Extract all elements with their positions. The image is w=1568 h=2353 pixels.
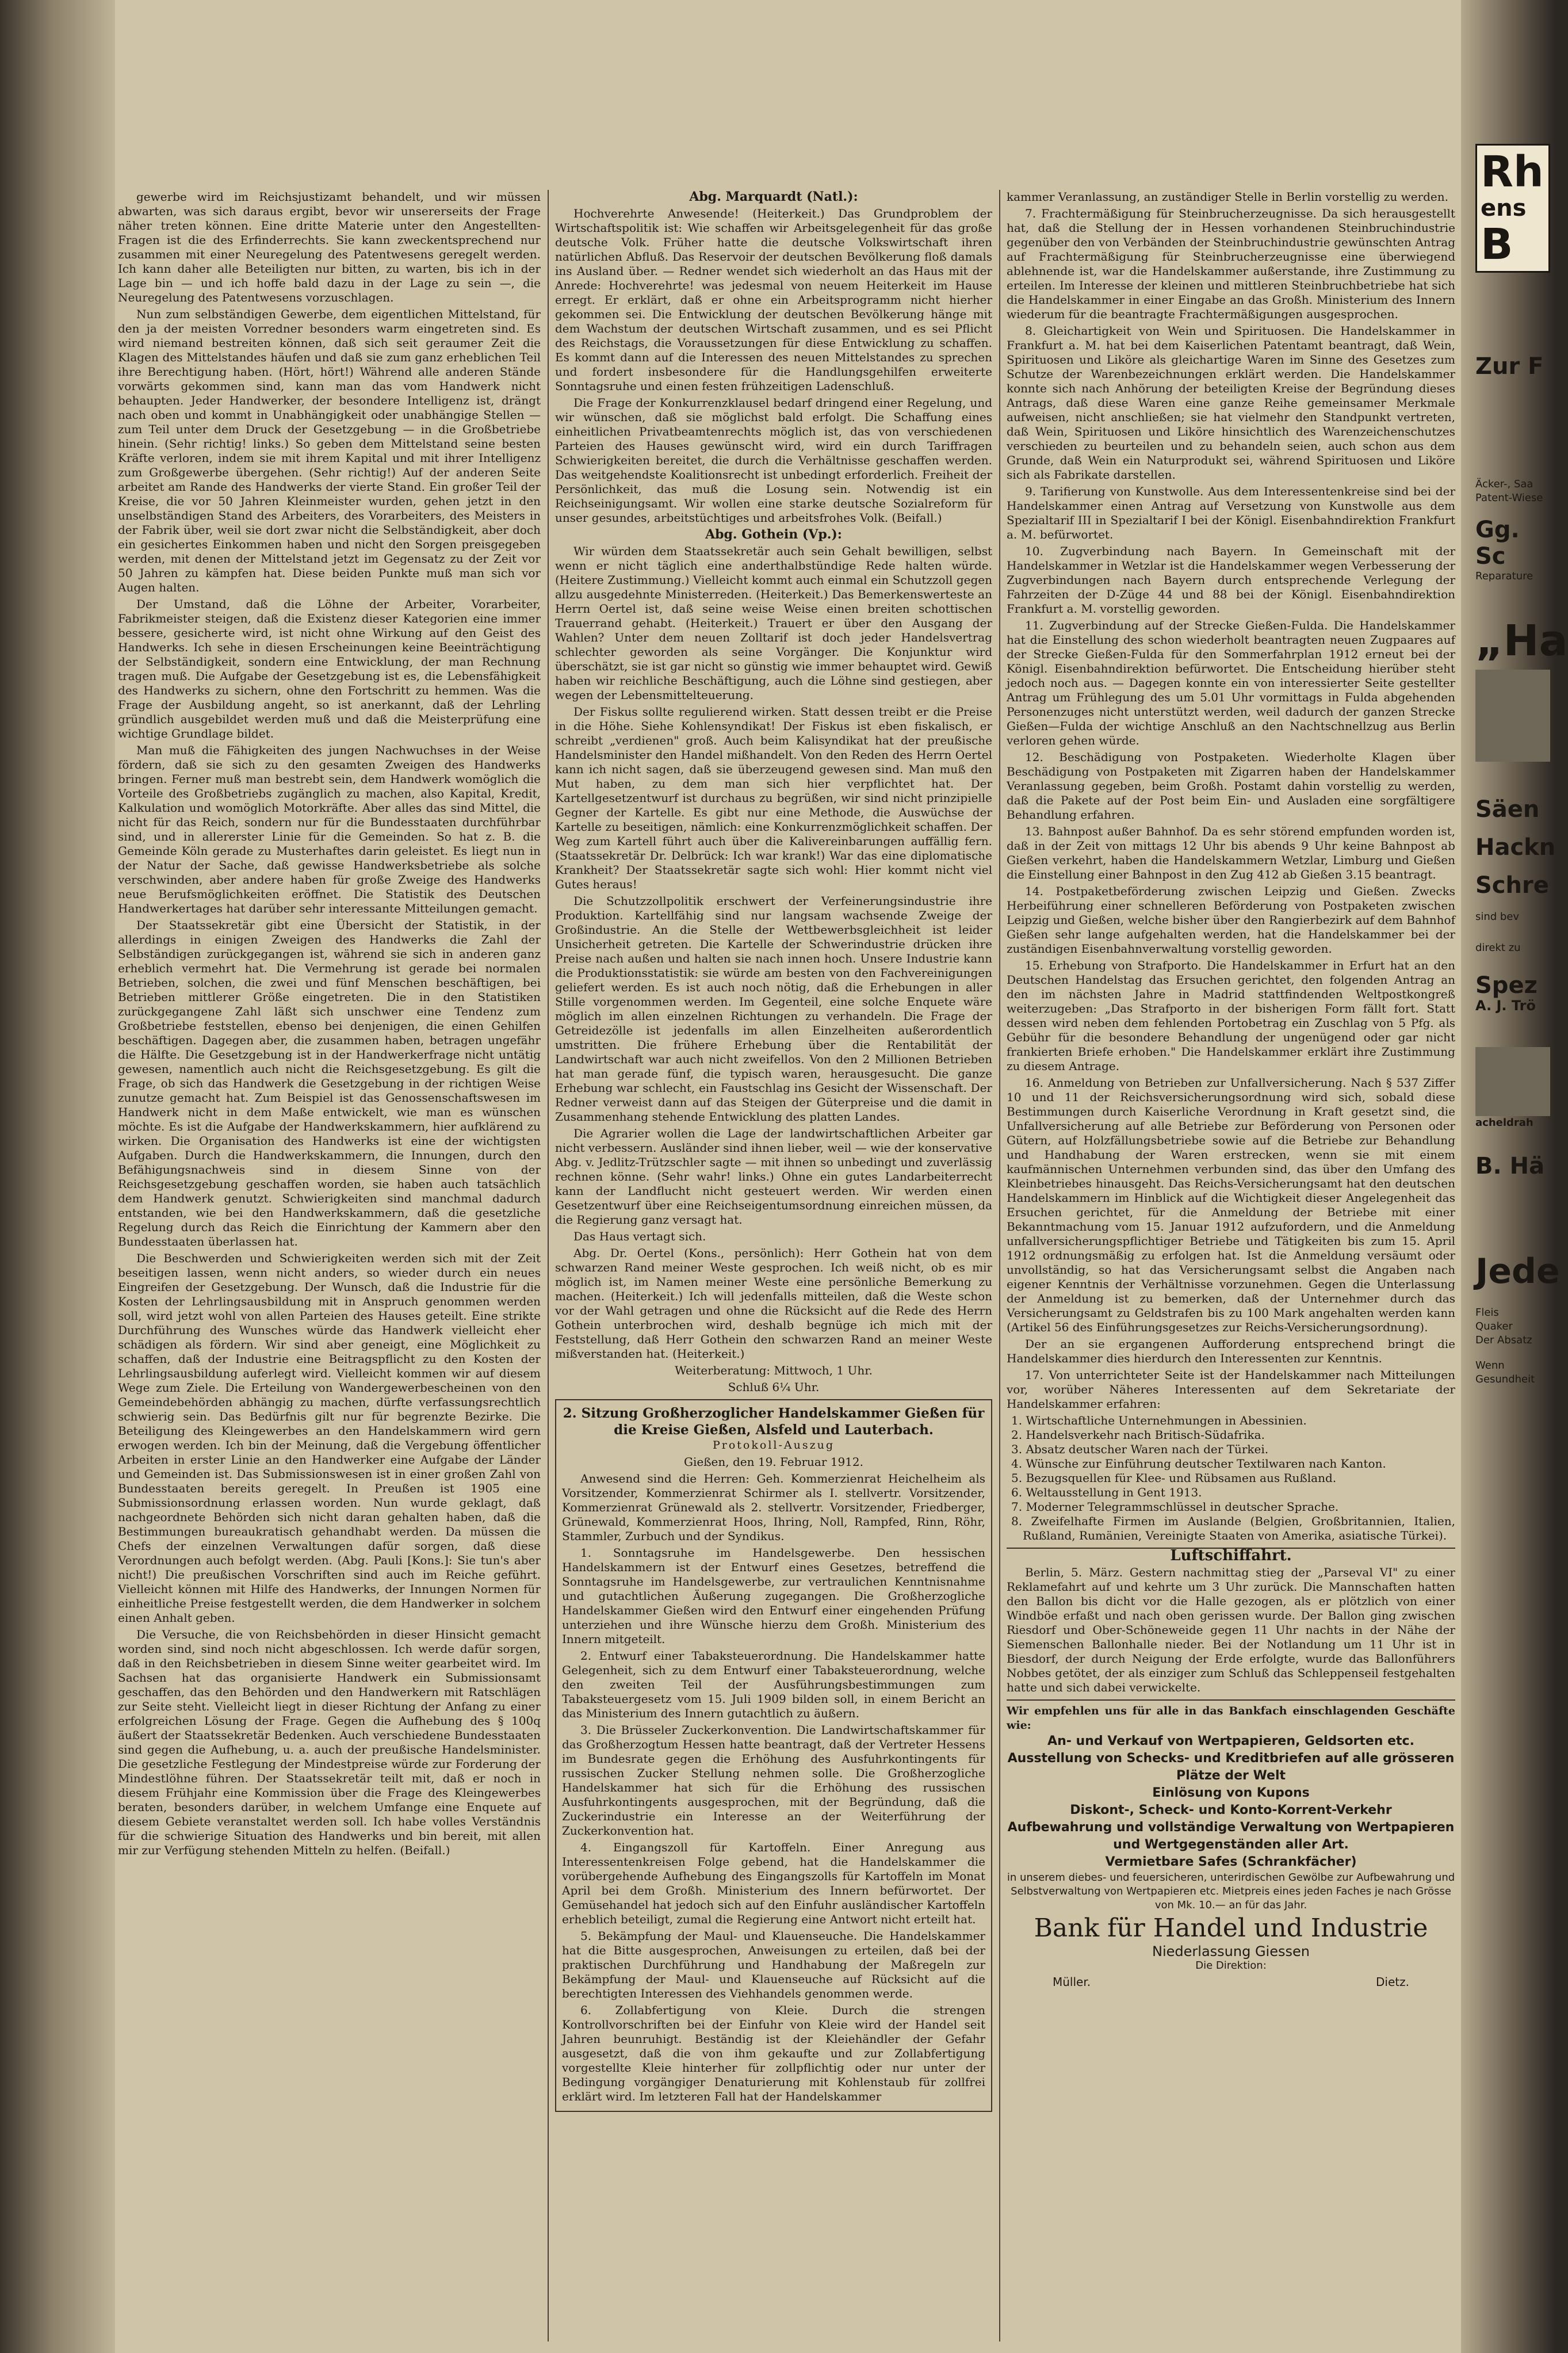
protocol-paragraph: 3. Die Brüsseler Zuckerkonvention. Die Landwirtschaftskammer für das Großherzogtum Hessen hatte beantragt, daß der Vertreter Hessens im Bundesrate gegen die Erhöhung des Ausfuhrkontingents für russischen Zucker Stellung nehmen solle. Die Großherzogliche Handelskammer hat sich für die Erhöhung des russischen Ausfuhrkontingents ausgesprochen, mit der Begründung, daß die Zuckerindustrie ein Interesse an der Weiterführung der Zuckerkonvention hat. [562, 1723, 985, 1838]
ad-service: Ausstellung von Schecks- und Kreditbriefen auf alle grösseren Plätze der Welt [1007, 1751, 1455, 1783]
protocol-paragraph: 1. Sonntagsruhe im Handelsgewerbe. Den hessischen Handelskammern ist der Entwurf eines Gesetzes, betreffend die Sonntagsruhe im Handelsgewerbe, zur vertraulichen Kenntnisnahme und gutachtlichen Äußerung zugegangen. Die Großherzogliche Handelskammer Gießen wird den Entwurf einer eingehenden Prüfung unterziehen und ihre Wünsche hierzu dem Großh. Ministerium des Innern mitgeteilt. [562, 1546, 985, 1646]
col1-paragraph: Nun zum selbständigen Gewerbe, dem eigentlichen Mittelstand, für den ja der meisten Vorredner besonders warm eingetreten sind. Es wird niemand bestreiten können, daß sich seit geraumer Zeit die Klagen des Mittelstandes häufen und daß sie zum ganz erheblichen Teil ihre Berechtigung haben. (Hört, hört!) Während alle anderen Stände vorwärts gekommen sind, kann man das vom Handwerk nicht behaupten. Jeder Handwerker, der besondere Intelligenz ist, drängt nach oben und kommt in Unabhängigkeit oder unabhängige Stellen — zum Teil unter dem Druck der Gesetzgebung — in die Großbetriebe hinein. (Sehr richtig! links.) So geben dem Mittelstand seine besten Kräfte verloren, indem sie mit ihrem Kapital und mit ihrer Intelligenz zum Großgewerbe übergehen. (Sehr richtig!) Auf der anderen Seite arbeitet am Rande des Handwerks der vierte Stand. Ein großer Teil der Kreise, die vor 50 Jahren Kleinmeister wurden, gehen jetzt in den unselbständigen Stand des Arbeiters, des Vorarbeiters, des Meisters in der Fabrik über, weil sie dort zwar nicht die Selbständigkeit, aber doch ein gesichertes Einkommen haben und nicht den Sorgen preisgegeben werden, mit denen der Mittelstand jetzt im Gegensatz zu der Zeit vor 50 Jahren zu kämpfen hat. Diese beiden Punkte muß man sich vor Augen halten. [118, 307, 541, 594]
speaker-heading: Abg. Marquardt (Natl.): [689, 189, 858, 204]
fragment-text: Quaker [1475, 1320, 1513, 1332]
fragment-text: Gg. Sc [1475, 517, 1520, 570]
info-list-item: 3. Absatz deutscher Waren nach der Türkei. [1011, 1442, 1269, 1456]
fragment-text: Äcker-, Saa [1475, 478, 1533, 490]
col3-top-fragment: kammer Veranlassung, an zuständiger Stelle in Berlin vorstellig zu werden. [1007, 190, 1448, 204]
col3-item: 14. Postpaketbeförderung zwischen Leipzig und Gießen. Zwecks Herbeiführung einer schnelleren Beförderung von Postpaketen zwischen Leipzig und Gießen, welche bisher über den Rangierbezirk auf dem Bahnhof Gießen sehr lange aufgehalten werden, hat die Handelskammer bei der zuständigen Eisenbahnverwaltung vorstellig geworden. [1007, 884, 1455, 956]
protocol-label: Protokoll-Auszug [712, 1439, 835, 1451]
info-list-item: 4. Wünsche zur Einführung deutscher Textilwaren nach Kanton. [1011, 1457, 1386, 1470]
col1-paragraph: gewerbe wird im Reichsjustizamt behandelt, und wir müssen abwarten, was sich daraus ergibt, bevor wir unsererseits der Frage näher treten können. Eine dritte Materie unter den Angestellten-Fragen ist die des Erfinderrechts. Sie kann zweckentsprechend nur zusammen mit einer Neuregelung des Patentwesens geregelt werden. Ich kann daher alle Beteiligten nur bitten, zu warten, bis ich in der Lage bin — und ich hoffe bald dazu in der Lage zu sein —, die Neuregelung des Patentwesens vorzuschlagen. [118, 190, 541, 304]
chamber-session-title: 2. Sitzung Großherzoglicher Handelskammer Gießen für die Kreise Gießen, Alsfeld und Lauterbach. [563, 1405, 985, 1438]
chamber-session-box [555, 1399, 992, 2112]
col1-paragraph: Der Umstand, daß die Löhne der Arbeiter, Vorarbeiter, Fabrikmeister steigen, daß die Existenz dieser Kategorien eine immer bessere, gesicherte wird, ist nicht ohne Wirkung auf den Geist des Handwerks. Ich sehe in diesen Erscheinungen keine Beeinträchtigung der Selbständigkeit, sondern eine Entwicklung, der man Rechnung tragen muß. Die Aufgabe der Gesetzgebung ist es, die Lebensfähigkeit des Handwerks zu sichern, ohne den Fortschritt zu hemmen. Was die Frage der Ausbildung angeht, so ist anerkannt, daß der Lehrling gründlich ausgebildet werden muß und daß die Meisterprüfung eine wichtige Grundlage bildet. [118, 597, 541, 740]
bank-branch: Niederlassung Giessen [1152, 1943, 1310, 1959]
fragment-text: Jede [1475, 1251, 1560, 1292]
info-list-item: 8. Zweifelhafte Firmen im Auslande (Belgien, Großbritannien, Italien, Rußland, Rumänien, Vereinigte Staaten von Amerika, asiatische Türkei). [1011, 1514, 1455, 1542]
fragment-text: Gesundheit [1475, 1373, 1535, 1385]
fragment-text: ens [1481, 195, 1527, 221]
signature-mueller: Müller. [1053, 1975, 1091, 1989]
fragment-text: direkt zu [1475, 942, 1521, 954]
protocol-paragraph: 6. Zollabfertigung von Kleie. Durch die strengen Kontrollvorschriften bei der Einfuhr von Kleie wird der Handel seit Jahren beunruhigt. Beständig ist der Kleiehändler der Gefahr ausgesetzt, daß die von ihm gekaufte und zur Zollabfertigung vorgestellte Kleie hinterher für zollpflichtig oder nur unter der Bedingung vorgängiger Denaturierung mit Kohlenstaub für zollfrei erklärt wird. Im letzteren Fall hat der Handelskammer [562, 2003, 985, 2103]
next-session: Weiterberatung: Mittwoch, 1 Uhr. [675, 1363, 873, 1377]
fragment-text: Der Absatz [1475, 1334, 1532, 1346]
column-rule [548, 190, 549, 2341]
col1-paragraph: Man muß die Fähigkeiten des jungen Nachwuchses in der Weise fördern, daß sie sich zu den gesamten Zweigen des Handwerks bringen. Ferner muß man bestrebt sein, dem Handwerk womöglich die Vorteile des Großbetriebs zugänglich zu machen, also Kapital, Kredit, Kalkulation und womöglich Motorkräfte. Aber alles das sind Mittel, die nicht für das Reich, sondern nur für die Bundesstaaten durchführbar sind, und in allererster Linie für die Gemeinden. So hat z. B. die Gemeinde Köln gerade zu Musterhaftes darin geleistet. Es liegt nun in der Natur der Sache, daß gewisse Handwerksbetriebe als solche verschwinden, aber andere haben für große Zweige des Handwerks neue Berufsmöglichkeiten eröffnet. Die Statistik des Deutschen Handwerkertages hat darüber sehr interessante Mitteilungen gemacht. [118, 743, 541, 915]
col3-item: 10. Zugverbindung nach Bayern. In Gemeinschaft mit der Handelskammer in Wetzlar ist die Handelskammer wegen Verbesserung der Zugverbindungen nach Bayern durch entsprechende Verlegung der Fahrzeiten der D-Züge 44 und 88 bei der Königl. Eisenbahndirektion Frankfurt a. M. vorstellig geworden. [1007, 544, 1455, 616]
info-list-item: 1. Wirtschaftliche Unternehmungen in Abessinien. [1011, 1414, 1307, 1427]
col1-paragraph: Der Staatssekretär gibt eine Übersicht der Statistik, in der allerdings in einigen Zweigen des Handwerks die Zahl der Selbständigen zurückgegangen ist, während sie sich in anderen ganz erheblich vermehrt hat. Die Vermehrung ist gerade bei normalen Betrieben, solchen, die zwei und fünf Menschen beschäftigen, bei Betrieben mittlerer Größe eingetreten. Die in den Statistiken zurückgegangene Zahl läßt sich unschwer eine Tendenz zum Großbetriebe feststellen, ebenso bei denjenigen, die einen Gehilfen beschäftigen. Dagegen aber, die zusammen haben, betragen ungefähr die Hälfte. Die Gesetzgebung ist in der Handwerkerfrage nicht untätig gewesen, namentlich auch nicht die Reichsgesetzgebung. Es gilt die Frage, ob sich das Handwerk die Gesetzgebung in der richtigen Weise zunutze gemacht hat. Zum Beispiel ist das Genossenschaftswesen im Handwerk nicht in dem Maße entwickelt, wie man es wünschen möchte. Es ist die Aufgabe der Handwerkskammern, hier aufklärend zu wirken. Die Organisation des Handwerks ist eine der wichtigsten Aufgaben. Durch die Handwerkskammern, die Innungen, durch den Befähigungsnachweis sind in diesem Sinne von der Reichsgesetzgebung geschaffen worden, sie haben auch tatsächlich dem Handwerk genutzt. Schwierigkeiten sind manchmal dadurch entstanden, wie bei den Handwerkskammern, daß die gesetzliche Regelung durch das Reich die Einrichtung der Kammern aber den Bundesstaaten überlassen hat. [118, 918, 541, 1248]
bank-name: Bank für Handel und Industrie [1034, 1913, 1428, 1943]
bank-advertisement [1007, 1699, 1455, 1992]
column-rule [999, 190, 1000, 2341]
col3-item: 13. Bahnpost außer Bahnhof. Da es sehr störend empfunden worden ist, daß in der Zeit von mittags 12 Uhr bis abends 9 Uhr keine Bahnpost ab Gießen verkehrt, haben die Handelskammern Wetzlar, Limburg und Gießen die Einstellung einer Bahnpost in den Zug 412 ab Gießen 3.15 beantragt. [1007, 824, 1455, 881]
ad-service: Vermietbare Safes (Schrankfächer) [1105, 1855, 1357, 1869]
airship-article: Berlin, 5. März. Gestern nachmittag stieg der „Parseval VI" zu einer Reklamefahrt auf und kehrte um 3 Uhr zurück. Die Mannschaften hatten den Ballon bis dicht vor die Halle gezogen, als er plötzlich von einer Windböe erfaßt und nach oben gerissen wurde. Der Ballon ging zwischen Riesdorf und Ober-Schöneweide gegen 11 Uhr nachts in der Nähe der Siemenschen Ballonhalle nieder. Bei der Notlandung um 11 Uhr ist in Biesdorf, der durch Neigung der Erde erfolgte, wurde das Ballonführers Nobbes getötet, der als einziger zum Schluß das Schleppenseil festgehalten hatte und sich dabei verwickelte. [1007, 1565, 1455, 1694]
ad-lead: Wir empfehlen uns für alle in das Bankfach einschlagenden Geschäfte wie: [1007, 1705, 1455, 1732]
col2-paragraph: Wir würden dem Staatssekretär auch sein Gehalt bewilligen, selbst wenn er nicht täglich eine anderthalbstündige Rede halten würde. (Heitere Zustimmung.) Vielleicht kommt auch einmal ein Schutzzoll gegen allzu ausgedehnte Ministerreden. (Heiterkeit.) Das Bemerkenswerteste an Herrn Oertel ist, daß seine weise Weise einen breiten schottischen Trauerrand gehabt. (Heiterkeit.) Trauert er über den Ausgang der Wahlen? Unter dem neuen Zolltarif ist doch jeder Handelsvertrag schlechter geworden als seine Vorgänger. Die Konjunktur wird überschätzt, sie ist gar nicht so günstig wie immer behauptet wird. Gewiß haben wir reichliche Beschäftigung, auch die Löhne sind gestiegen, aber wegen der Lebensmittelteuerung. [555, 544, 992, 702]
col2-paragraph: Das Haus vertagt sich. [573, 1229, 706, 1243]
bank-signatures [1007, 1973, 1455, 1992]
fragment-text: A. J. Trö [1475, 998, 1536, 1014]
ad-safe-details: in unserem diebes- und feuersicheren, unterirdischen Gewölbe zur Aufbewahrung und Selbstverwaltung von Wertpapieren etc. Mietpreis eines jeden Faches je nach Grösse von Mk. 10.— an für das Jahr. [1007, 1871, 1455, 1911]
info-list-item: 7. Moderner Telegrammschlüssel in deutscher Sprache. [1011, 1500, 1339, 1514]
col2-paragraph: Die Schutzzollpolitik erschwert der Verfeinerungsindustrie ihre Produktion. Kartellfähig sind nur langsam wachsende Zweige der Großindustrie. An die Stelle der Wettbewerbsgleichheit ist leider Unsicherheit getreten. Die Kartelle der Schwerindustrie drücken ihre Preise nach außen und halten sie nach innen hoch. Unsere Industrie kann die Produktionsstatistik: sie würde am besten von den Fachvereinigungen geliefert werden. Es ist auch noch nötig, daß die Erhebungen in aller Stille vorgenommen werden. Im Gegenteil, eine solche Enquete wäre möglich im allen einzelnen Richtungen zu verhandeln. Die Frage der Getreidezölle ist jedenfalls im allen Einzelheiten außerordentlich umstritten. Die frühere Erhebung über die Rentabilität der Landwirtschaft war auch nicht zweifellos. Von den 2 Millionen Betrieben hat man gerade fünf, die typisch waren, herausgesucht. Die ganze Erhebung war schlecht, ein Faustschlag ins Gesicht der Wissenschaft. Der Redner verweist dann auf das Steigen der Güterpreise und die damit in Zusammenhang stehende Entwicklung des platten Landes. [555, 894, 992, 1124]
col2-paragraph: Abg. Dr. Oertel (Kons., persönlich): Herr Gothein hat von dem schwarzen Rand meiner Weste gesprochen. Ich weiß nicht, ob es mir möglich ist, im Namen meiner Weste eine persönliche Bemerkung zu machen. (Heiterkeit.) Ich will jedenfalls mitteilen, daß die Weste schon vor der Wahl getragen und ohne die Rücksicht auf die Rede des Herrn Gothein unterbrochen wird, deshalb begnüge ich mich mit der Feststellung, daß Herr Gothein den schwarzen Rand an meiner Weste mißverstanden hat. (Heiterkeit.) [555, 1246, 992, 1361]
fragment-illustration [1475, 1047, 1550, 1116]
fragment-text: sind bev [1475, 911, 1520, 923]
col2-paragraph: Hochverehrte Anwesende! (Heiterkeit.) Das Grundproblem der Wirtschaftspolitik ist: Wie schaffen wir Arbeitsgelegenheit für das große deutsche Volk. Früher hatte die deutsche Volkswirtschaft ihren natürlichen Abfluß. Das Reservoir der deutschen Bevölkerung floß damals ins Ausland über. — Redner wendet sich wiederholt an das Haus mit der Anrede: Hochverehrte! was jedesmal von neuem Heiterkeit im Hause erregt. Er erklärt, daß er ohne ein Arbeitsprogramm nicht hierher gekommen sei. Die Entwicklung der deutschen Bevölkerung hänge mit dem Wachstum der deutschen Wirtschaft zusammen, und es sei Pflicht des Reichstags, die Voraussetzungen für diese Entwicklung zu schaffen. Es kommt dann auf die Interessen des neuen Mittelstandes zu sprechen und fordert insbesondere für die Handlungsgehilfen erweiterte Sonntagsruhe und einen festen frühzeitigen Ladenschluß. [555, 207, 992, 393]
fragment-text: acheldrah [1475, 1117, 1533, 1129]
fragment-text: B [1481, 220, 1513, 269]
bank-direction: Die Direktion: [1195, 1959, 1267, 1972]
col3-item: 9. Tarifierung von Kunstwolle. Aus dem Interessentenkreise sind bei der Handelskammer einen Antrag auf Versetzung von Kunstwolle aus dem Spezialtarif III in Spezialtarif I bei der Königl. Eisenbahndirektion Frankfurt a. M. befürwortet. [1007, 484, 1455, 541]
col3-item: 12. Beschädigung von Postpaketen. Wiederholte Klagen über Beschädigung von Postpaketen mit Zigarren haben der Handelskammer Veranlassung gegeben, beim Großh. Postamt dahin vorstellig zu werden, daß die Pakete auf der Post beim Ein- und Ausladen eine sorgfältigere Behandlung erfahren. [1007, 750, 1455, 822]
column-2 [555, 190, 992, 2341]
protocol-paragraph: 4. Eingangszoll für Kartoffeln. Einer Anregung aus Interessentenkreisen Folge gebend, hat die Handelskammer die vorübergehende Aufhebung des Eingangszolls für Kartoffeln im Monat April bei dem Großh. Ministerium des Innern befürwortet. Der Gemüsehandel hat jedoch sich auf den Einfuhr ausländischer Kartoffeln erheblich beteiligt, zumal die Regierung eine Antwort nicht erteilt hat. [562, 1840, 985, 1926]
col1-paragraph: Die Versuche, die von Reichsbehörden in dieser Hinsicht gemacht worden sind, sind noch nicht abgeschlossen. Ich werde dafür sorgen, daß in den Reichsbetrieben in diesem Sinne weiter gearbeitet wird. Im Sachsen hat das organisierte Handwerk ein Submissionsamt geschaffen, das den Behörden und den Handwerkern mit Ratschlägen zur Seite steht. Vielleicht liegt in dieser Richtung der Anfang zu einer erfolgreichen Lösung der Frage. Gegen die Aufhebung des § 100q äußert der Staatssekretär Bedenken. Auch verschiedene Bundesstaaten sind gegen die Aufhebung, u. a. auch der preußische Handelsminister. Die gesetzliche Festlegung der Mindestpreise würde zur Forderung der Mindestlöhne führen. Der Staatssekretär teilt mit, daß er noch in diesem Frühjahr eine Kommission über die Frage des Kleingewerbes beraten, besonders darüber, in welchem Umfange eine Enquete auf diesem Gebiete veranstaltet werden soll. Ich habe volles Verständnis für die schwierige Situation des Handwerks und bin bereit, mit allen mir zur Verfügung stehenden Mitteln zu helfen. (Beifall.) [118, 1628, 541, 1857]
fragment-text: B. Hä [1475, 1153, 1545, 1179]
protocol-paragraph: Anwesend sind die Herren: Geh. Kommerzienrat Heichelheim als Vorsitzender, Kommerzienrat Schirmer als I. stellvertr. Vorsitzender, Kommerzienrat Grünewald als 2. stellvertr. Vorsitzender, Friedberger, Grünewald, Kommerzienrat Hoos, Ihring, Noll, Rampfed, Rinn, Röhr, Stammler, Zurbuch und der Syndikus. [562, 1472, 985, 1543]
protocol-paragraph: 2. Entwurf einer Tabaksteuerordnung. Die Handelskammer hatte Gelegenheit, sich zu dem Entwurf einer Tabaksteuerordnung, welche den zweiten Teil der Ausführungsbestimmungen zum Tabaksteuergesetz vom 15. Juli 1909 bilden soll, in einem Bericht an das Ministerium des Innern gutachtlich zu äußern. [562, 1649, 985, 1720]
left-binding-shadow [0, 0, 115, 2353]
ad-service: Einlösung von Kupons [1152, 1786, 1310, 1800]
col3-item: 16. Anmeldung von Betrieben zur Unfallversicherung. Nach § 537 Ziffer 10 und 11 der Reichsversicherungsordnung wird sich, sobald diese Bestimmungen durch Kaiserliche Verordnung in Kraft gesetzt sind, die Unfallversicherung auf alle Betriebe zur Beförderung von Personen oder Gütern, auf Holzfällungsbetriebe sowie auf die Betriebe zur Behandlung und Handhabung der Waren erstrecken, wenn sie mit einem kaufmännischen Unternehmen verbunden sind, das über den Umfang des Kleinbetriebes hinausgeht. Das Reichs-Versicherungsamt hat den deutschen Handelskammern im Hinblick auf die Wichtigkeit dieser Angelegenheit das Ersuchen gerichtet, für die Anmeldung der Betriebe mit einer Bekanntmachung vom 15. Januar 1912 aufzufordern, und die Anmeldung unfallversicherungspflichtiger Betriebe und Tätigkeiten bis zum 15. April 1912 ordnungsmäßig zu erfolgen hat. Ist die Anmeldung versäumt oder unvollständig, so hat das Versicherungsamt selbst die Angaben nach eigener Kenntnis der Verhältnisse vorzunehmen. Gegen die Unterlassung der Anmeldung ist zu bemerken, daß der Unternehmer durch das Versicherungsamt zu Geldstrafen bis zu 100 Mark angehalten werden kann (Artikel 56 des Einführungsgesetzes zur Reichs-Versicherungsordnung). [1007, 1076, 1455, 1334]
fragment-text: Spez [1475, 972, 1538, 999]
info-list-item: 6. Weltausstellung in Gent 1913. [1011, 1485, 1202, 1499]
fragment-text: Säen [1475, 796, 1540, 823]
adjacent-page-fragment [1475, 144, 1568, 2301]
ad-service: An- und Verkauf von Wertpapieren, Geldsorten etc. [1047, 1734, 1414, 1748]
fragment-text: Hackn [1475, 834, 1556, 861]
fragment-text: Schre [1475, 872, 1549, 899]
col2-paragraph: Die Frage der Konkurrenzklausel bedarf dringend einer Regelung, und wir wünschen, daß sie möglichst bald erfolgt. Die Schaffung eines einheitlichen Privatbeamtenrechts möglich ist, das von verschiedenen Parteien des Hauses gewünscht wird, wird ein durch Tariffragen Schwierigkeiten bereitet, die durch die Verhältnisse geschaffen werden. Das weitgehendste Koalitionsrecht ist unbedingt erforderlich. Freiheit der Persönlichkeit, das muß die Losung sein. Notwendig ist ein Reichseinigungsamt. Wir wollen eine starke deutsche Sozialreform für unser gesundes, arbeitstüchtiges und arbeitsfrohes Volk. (Beifall.) [555, 396, 992, 525]
session-close: Schluß 6¼ Uhr. [728, 1380, 820, 1394]
column-1 [118, 190, 541, 2341]
fragment-text: Rh [1481, 147, 1544, 197]
col3-item: 15. Erhebung von Strafporto. Die Handelskammer in Erfurt hat an den Deutschen Handelstag das Ersuchen gerichtet, den folgenden Antrag an den im nächsten Jahre in Madrid stattfindenden Weltpostkongreß weiterzugeben: „Das Strafporto in der bisherigen Form fällt fort. Statt dessen wird neben dem fehlenden Portobetrag ein Zuschlag von 5 Pfg. als Gebühr für die besondere Behandlung der ungenügend oder gar nicht frankierten Briefe erhoben." Die Handelskammer erklärt ihre Zustimmung zu diesem Antrage. [1007, 958, 1455, 1073]
speaker-heading: Abg. Gothein (Vp.): [705, 527, 842, 542]
protocol-paragraph: 5. Bekämpfung der Maul- und Klauenseuche. Die Handelskammer hat die Bitte ausgesprochen, Anweisungen zu erteilen, daß bei der praktischen Durchführung und Handhabung der Maßregeln zur Bekämpfung der Maul- und Klauenseuche auf Rücksicht auf die berechtigten Interessen des Viehhandels genommen werde. [562, 1929, 985, 2000]
fragment-illustration [1475, 670, 1550, 762]
col3-item: 11. Zugverbindung auf der Strecke Gießen-Fulda. Die Handelskammer hat die Einstellung des schon wiederholt beantragten neuen Zugpaares auf der Strecke Gießen-Fulda für den Sommerfahrplan 1912 erneut bei der Königl. Eisenbahndirektion befürwortet. Die Entscheidung hierüber steht jedoch noch aus. — Dagegen konnte ein von interessierter Seite gestellter Antrag um Frühlegung des um 5.01 Uhr vormittags in Fulda abgehenden Personenzuges nicht unterstützt werden, weil dadurch der ganzen Strecke Gießen—Fulda der wichtige Anschluß an den Nachtschnellzug aus Berlin verloren gehen würde. [1007, 618, 1455, 747]
fragment-ad-box [1475, 144, 1550, 273]
col2-paragraph: Der Fiskus sollte regulierend wirken. Statt dessen treibt er die Preise in die Höhe. Siehe Kohlensyndikat! Der Fiskus ist eben fiskalisch, er schreibt „verdienen" groß. Auch beim Kalisyndikat hat der preußische Handelsminister den Handel mißhandelt. Von den Reden des Herrn Oertel kann ich nicht sagen, daß sie überzeugend gewesen sind. Man muß den Mut haben, zu dem man sich hier verpflichtet hat. Der Kartellgesetzentwurf ist durchaus zu begrüßen, wir sind nicht prinzipielle Gegner der Kartelle. Es gibt nur eine Methode, die Auswüchse der Kartelle zu beseitigen, nämlich: eine Konkurrenzmöglichkeit schaffen. Der Weg zum Kartell führt auch über die Kalivereinbarungen auffällig fern. (Staatssekretär Dr. Delbrück: Ich war krank!) War das eine diplomatische Krankheit? Der Staatssekretär sagte sich wohl: Hier kommt nicht viel Gutes heraus! [555, 705, 992, 891]
info-list-item: 2. Handelsverkehr nach Britisch-Südafrika. [1011, 1428, 1265, 1442]
fragment-text: Zur F [1475, 353, 1544, 380]
info-list [1007, 1414, 1455, 1543]
fragment-text: Patent-Wiese [1475, 492, 1543, 504]
protocol-date: Gießen, den 19. Februar 1912. [683, 1455, 863, 1469]
column-3 [1007, 190, 1455, 2341]
col3-item: 8. Gleichartigkeit von Wein und Spirituosen. Die Handelskammer in Frankfurt a. M. hat bei dem Kaiserlichen Patentamt beantragt, daß Wein, Spirituosen und Liköre als gleichartige Waren im Sinne des Gesetzes zum Schutze der Warenbezeichnungen erklärt werden. Die Handelskammer konnte sich nach Anhörung der beteiligten Kreise der Begründung dieses Antrags, daß diese Waren eine ganze Reihe gemeinsamer Merkmale aufweisen, nicht anschließen; sie hat vielmehr den Standpunkt vertreten, daß Wein, Spirituosen und Liköre hinsichtlich des Warenzeichenschutzes verschieden zu beurteilen und zu behandeln seien, auch schon aus dem Grunde, daß Wein ein Naturprodukt sei, während Spirituosen und Liköre sich als Fabrikate darstellen. [1007, 324, 1455, 482]
col2-paragraph: Die Agrarier wollen die Lage der landwirtschaftlichen Arbeiter gar nicht verbessern. Ausländer sind ihnen lieber, weil — wie der konservative Abg. v. Jedlitz-Trützschler sagte — mit ihnen so unbedingt und zuverlässig rechnen könne. (Sehr wahr! links.) Ohne ein gutes Landarbeiterrecht kann der Landflucht nicht gesteuert werden. Wir werden einen Gesetzentwurf über eine Reichseigentumsordnung einreichen müssen, da die Regierung ganz versagt hat. [555, 1126, 992, 1227]
ad-service: Aufbewahrung und vollständige Verwaltung von Wertpapieren und Wertgegenständen aller Art. [1007, 1820, 1455, 1852]
col3-item: 17. Von unterrichteter Seite ist der Handelskammer nach Mitteilungen vor, worüber Näheres Interessenten auf dem Sekretariate der Handelskammer erfahren: [1007, 1368, 1455, 1411]
info-list-item: 5. Bezugsquellen für Klee- und Rübsamen aus Rußland. [1011, 1471, 1337, 1485]
signature-dietz: Dietz. [1376, 1975, 1409, 1989]
airship-heading: Luftschiffahrt. [1170, 1547, 1292, 1564]
col1-paragraph: Die Beschwerden und Schwierigkeiten werden sich mit der Zeit beseitigen lassen, wenn nicht anders, so wieder durch ein neues Eingreifen der Gesetzgebung. Der Wunsch, daß die Industrie für die Kosten der Lehrlingsausbildung mit in Anspruch genommen werden soll, wird jetzt wohl von allen Parteien des Hauses geteilt. Eine strikte Durchführung des Wunsches würde das Handwerk vielleicht eher schädigen als fördern. Wir sind aber geneigt, eine Möglichkeit zu schaffen, daß der Industrie eine Beitragspflicht zu den Kosten der Lehrlingsausbildung auferlegt wird. Vielleicht kommen wir auf diesem Wege zum Ziele. Die Erteilung von Wandergewerbescheinen von den Gemeindebehörden abhängig zu machen, dürfte verfassungsrechtlich schwierig sein. Das Bedürfnis gilt nur für begrenzte Bezirke. Die Beteiligung des Kleingewerbes an den Handelskammern wird gern erwogen werden. Ich bin der Meinung, daß die Vergebung öffentlicher Arbeiten in erster Linie an den Handwerker eine Aufgabe der Länder und Gemeinden ist. Das Submissionswesen ist in einer großen Zahl von Bundesstaaten bereits geregelt. In Preußen ist 1905 eine Submissionsordnung erlassen worden. Nun wurde geklagt, daß nachgeordnete Behörden sich nicht daran gehalten haben, daß die Bestimmungen bureaukratisch gehandhabt werden. Da müssen die Chefs der einzelnen Verwaltungen dafür sorgen, daß diese Verordnungen auch befolgt werden. (Abg. Pauli [Kons.]: Sie tun's aber nicht!) Die preußischen Vorschriften sind auch im Reiche geführt. Vielleicht können mit Hilfe des Handwerks, der Innungen Normen für einheitliche Preise festgestellt werden, die dem Handwerker in solchem einen Anhalt geben. [118, 1251, 541, 1625]
fragment-text: Fleis [1475, 1307, 1499, 1319]
col3-item: Der an sie ergangenen Aufforderung entsprechend bringt die Handelskammer dies hierdurch den Interessenten zur Kenntnis. [1007, 1337, 1455, 1365]
fragment-text: Reparature [1475, 570, 1533, 582]
col3-item: 7. Frachtermäßigung für Steinbrucherzeugnisse. Da sich herausgestellt hat, daß die Stellung der in Hessen vorhandenen Steinbruchindustrie gegenüber den von Verbänden der Steinbruchindustrie gewünschten Antrag auf Frachtermäßigung für Steinbrucherzeugnisse eine überwiegend ablehnende ist, war die Handelskammer außerstande, ihre Zustimmung zu erteilen. Im Interesse der kleinen und mittleren Steinbruchbetriebe hat sich die Handelskammer in einer Eingabe an das Großh. Ministerium des Innern wiederum für die beantragte Frachtermäßigungen ausgesprochen. [1007, 207, 1455, 321]
ad-service: Diskont-, Scheck- und Konto-Korrent-Verkehr [1070, 1803, 1392, 1817]
fragment-text: Wenn [1475, 1359, 1505, 1372]
fragment-text: „Ha [1475, 616, 1568, 666]
